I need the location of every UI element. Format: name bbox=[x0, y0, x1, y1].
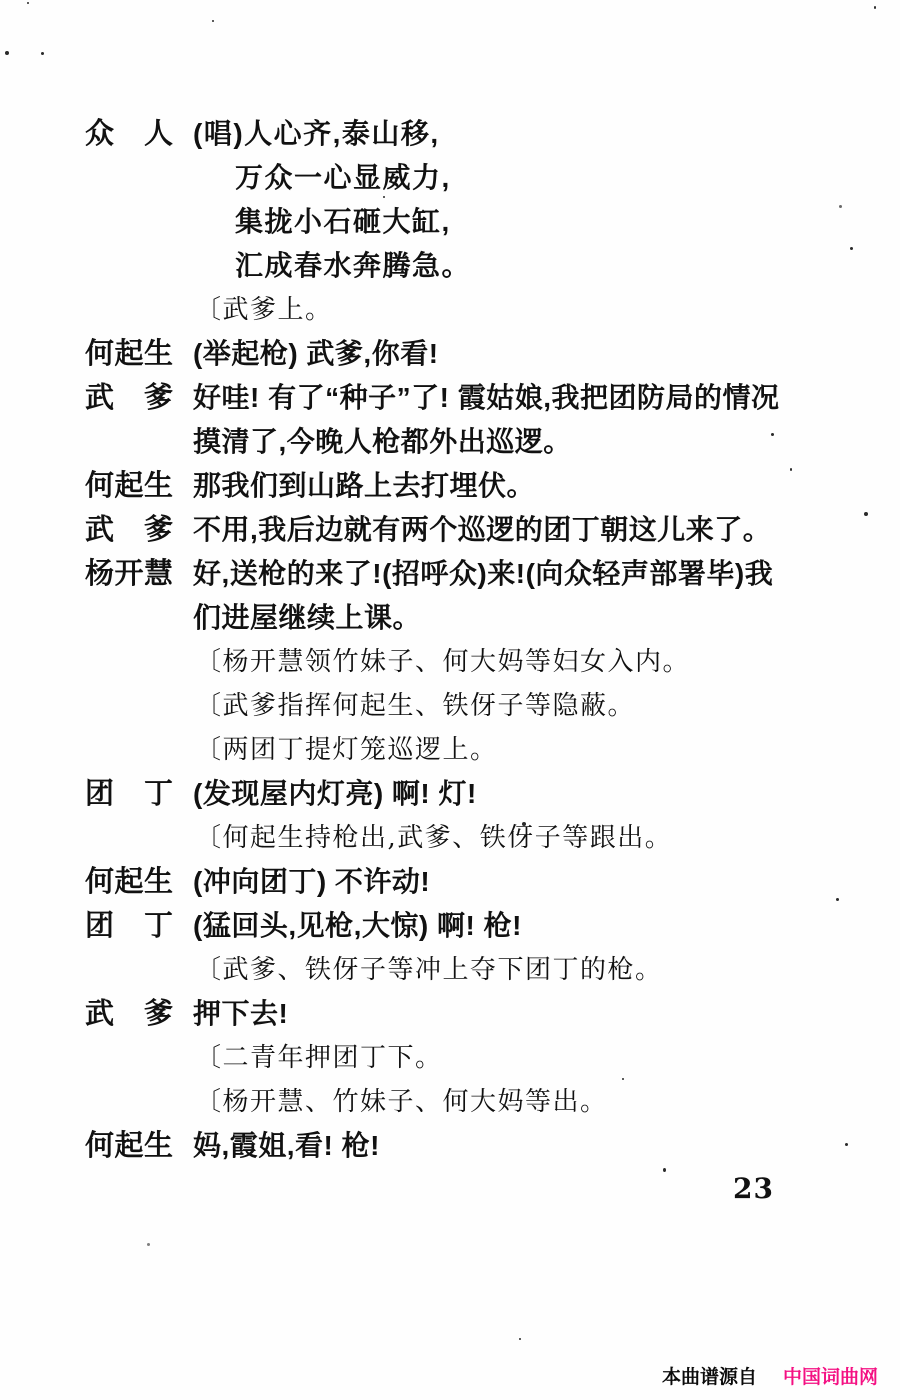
script-line-continuation bbox=[85, 420, 885, 464]
scan-speck bbox=[147, 1243, 150, 1246]
dialogue-text: 那我们到山路上去打埋伏。 bbox=[193, 470, 536, 501]
speaker-name: 武 爹 bbox=[85, 514, 174, 546]
stage-direction-text: 〔两团丁提灯笼巡逻上。 bbox=[195, 735, 498, 765]
script-line-dialogue bbox=[85, 992, 885, 1036]
dialogue-text: 们进屋继续上课。 bbox=[193, 602, 422, 633]
script-line-stage-direction bbox=[85, 1036, 885, 1080]
script-line-dialogue bbox=[85, 772, 885, 816]
scan-speck bbox=[519, 1338, 521, 1340]
lyric-text: 万众一心显威力, bbox=[235, 162, 451, 193]
scan-speck bbox=[874, 6, 876, 9]
scan-speck bbox=[212, 20, 214, 22]
script-line-lyric bbox=[85, 244, 885, 288]
script-line-stage-direction bbox=[85, 728, 885, 772]
lyric-text: 集拢小石砸大缸, bbox=[235, 206, 451, 237]
dialogue-text: (猛回头,见枪,大惊) 啊! 枪! bbox=[193, 910, 522, 941]
page-number: 23 bbox=[733, 1172, 774, 1205]
script-line-lyric bbox=[85, 156, 885, 200]
script-line-dialogue bbox=[85, 860, 885, 904]
watermark-source-label: 本曲谱源自 bbox=[661, 1367, 757, 1388]
stage-direction-text: 〔二青年押团丁下。 bbox=[195, 1043, 443, 1073]
scan-speck bbox=[663, 1168, 666, 1172]
script-line-stage-direction bbox=[85, 640, 885, 684]
dialogue-text: 妈,霞姐,看! 枪! bbox=[193, 1130, 380, 1161]
scan-speck bbox=[27, 2, 29, 4]
stage-direction-text: 〔武爹指挥何起生、铁伢子等隐蔽。 bbox=[195, 691, 636, 721]
script-line-stage-direction bbox=[85, 1080, 885, 1124]
script-line-dialogue bbox=[85, 464, 885, 508]
scan-speck bbox=[5, 51, 9, 55]
speaker-name: 武 爹 bbox=[85, 382, 174, 414]
stage-direction-text: 〔武爹上。 bbox=[195, 295, 333, 325]
stage-direction-text: 〔何起生持枪出,武爹、铁伢子等跟出。 bbox=[195, 823, 673, 853]
script-line-stage-direction bbox=[85, 288, 885, 332]
script-line-dialogue bbox=[85, 376, 885, 420]
speaker-name: 团 丁 bbox=[85, 778, 174, 810]
speaker-name: 众 人 bbox=[85, 118, 174, 150]
dialogue-text: (举起枪) 武爹,你看! bbox=[193, 338, 439, 369]
script-line-dialogue bbox=[85, 1124, 885, 1168]
script-line-continuation bbox=[85, 596, 885, 640]
script-line-stage-direction bbox=[85, 816, 885, 860]
script-line-dialogue bbox=[85, 904, 885, 948]
script-line-stage-direction bbox=[85, 684, 885, 728]
stage-direction-text: 〔杨开慧领竹妹子、何大妈等妇女入内。 bbox=[195, 647, 691, 677]
script-line-stage-direction bbox=[85, 948, 885, 992]
script-body bbox=[85, 112, 885, 1168]
script-line-lyric bbox=[85, 200, 885, 244]
dialogue-text: 好哇! 有了“种子”了! 霞姑娘,我把团防局的情况 bbox=[193, 382, 780, 413]
dialogue-text: 不用,我后边就有两个巡逻的团丁朝这儿来了。 bbox=[193, 514, 772, 545]
speaker-name: 何起生 bbox=[85, 1130, 174, 1162]
dialogue-text: 好,送枪的来了!(招呼众)来!(向众轻声部署毕)我 bbox=[193, 558, 774, 589]
script-line-dialogue bbox=[85, 552, 885, 596]
lyric-text: 汇成春水奔腾急。 bbox=[235, 250, 472, 281]
speaker-name: 何起生 bbox=[85, 338, 174, 370]
dialogue-text: (冲向团丁) 不许动! bbox=[193, 866, 431, 897]
speaker-name: 何起生 bbox=[85, 470, 174, 502]
speaker-name: 何起生 bbox=[85, 866, 174, 898]
watermark-site-name: 中国词曲网 bbox=[782, 1367, 878, 1388]
dialogue-text: 押下去! bbox=[193, 998, 289, 1029]
dialogue-text: 摸清了,今晚人枪都外出巡逻。 bbox=[193, 426, 572, 457]
stage-direction-text: 〔武爹、铁伢子等冲上夺下团丁的枪。 bbox=[195, 955, 663, 985]
script-line-dialogue bbox=[85, 508, 885, 552]
watermark-footer bbox=[662, 1362, 878, 1389]
speaker-name: 团 丁 bbox=[85, 910, 174, 942]
lyric-text: (唱)人心齐,泰山移, bbox=[193, 118, 440, 149]
speaker-name: 武 爹 bbox=[85, 998, 174, 1030]
scan-speck bbox=[41, 52, 44, 55]
script-line-lyric-first bbox=[85, 112, 885, 156]
speaker-name: 杨开慧 bbox=[85, 558, 174, 590]
dialogue-text: (发现屋内灯亮) 啊! 灯! bbox=[193, 778, 477, 809]
script-line-dialogue bbox=[85, 332, 885, 376]
stage-direction-text: 〔杨开慧、竹妹子、何大妈等出。 bbox=[195, 1087, 608, 1117]
